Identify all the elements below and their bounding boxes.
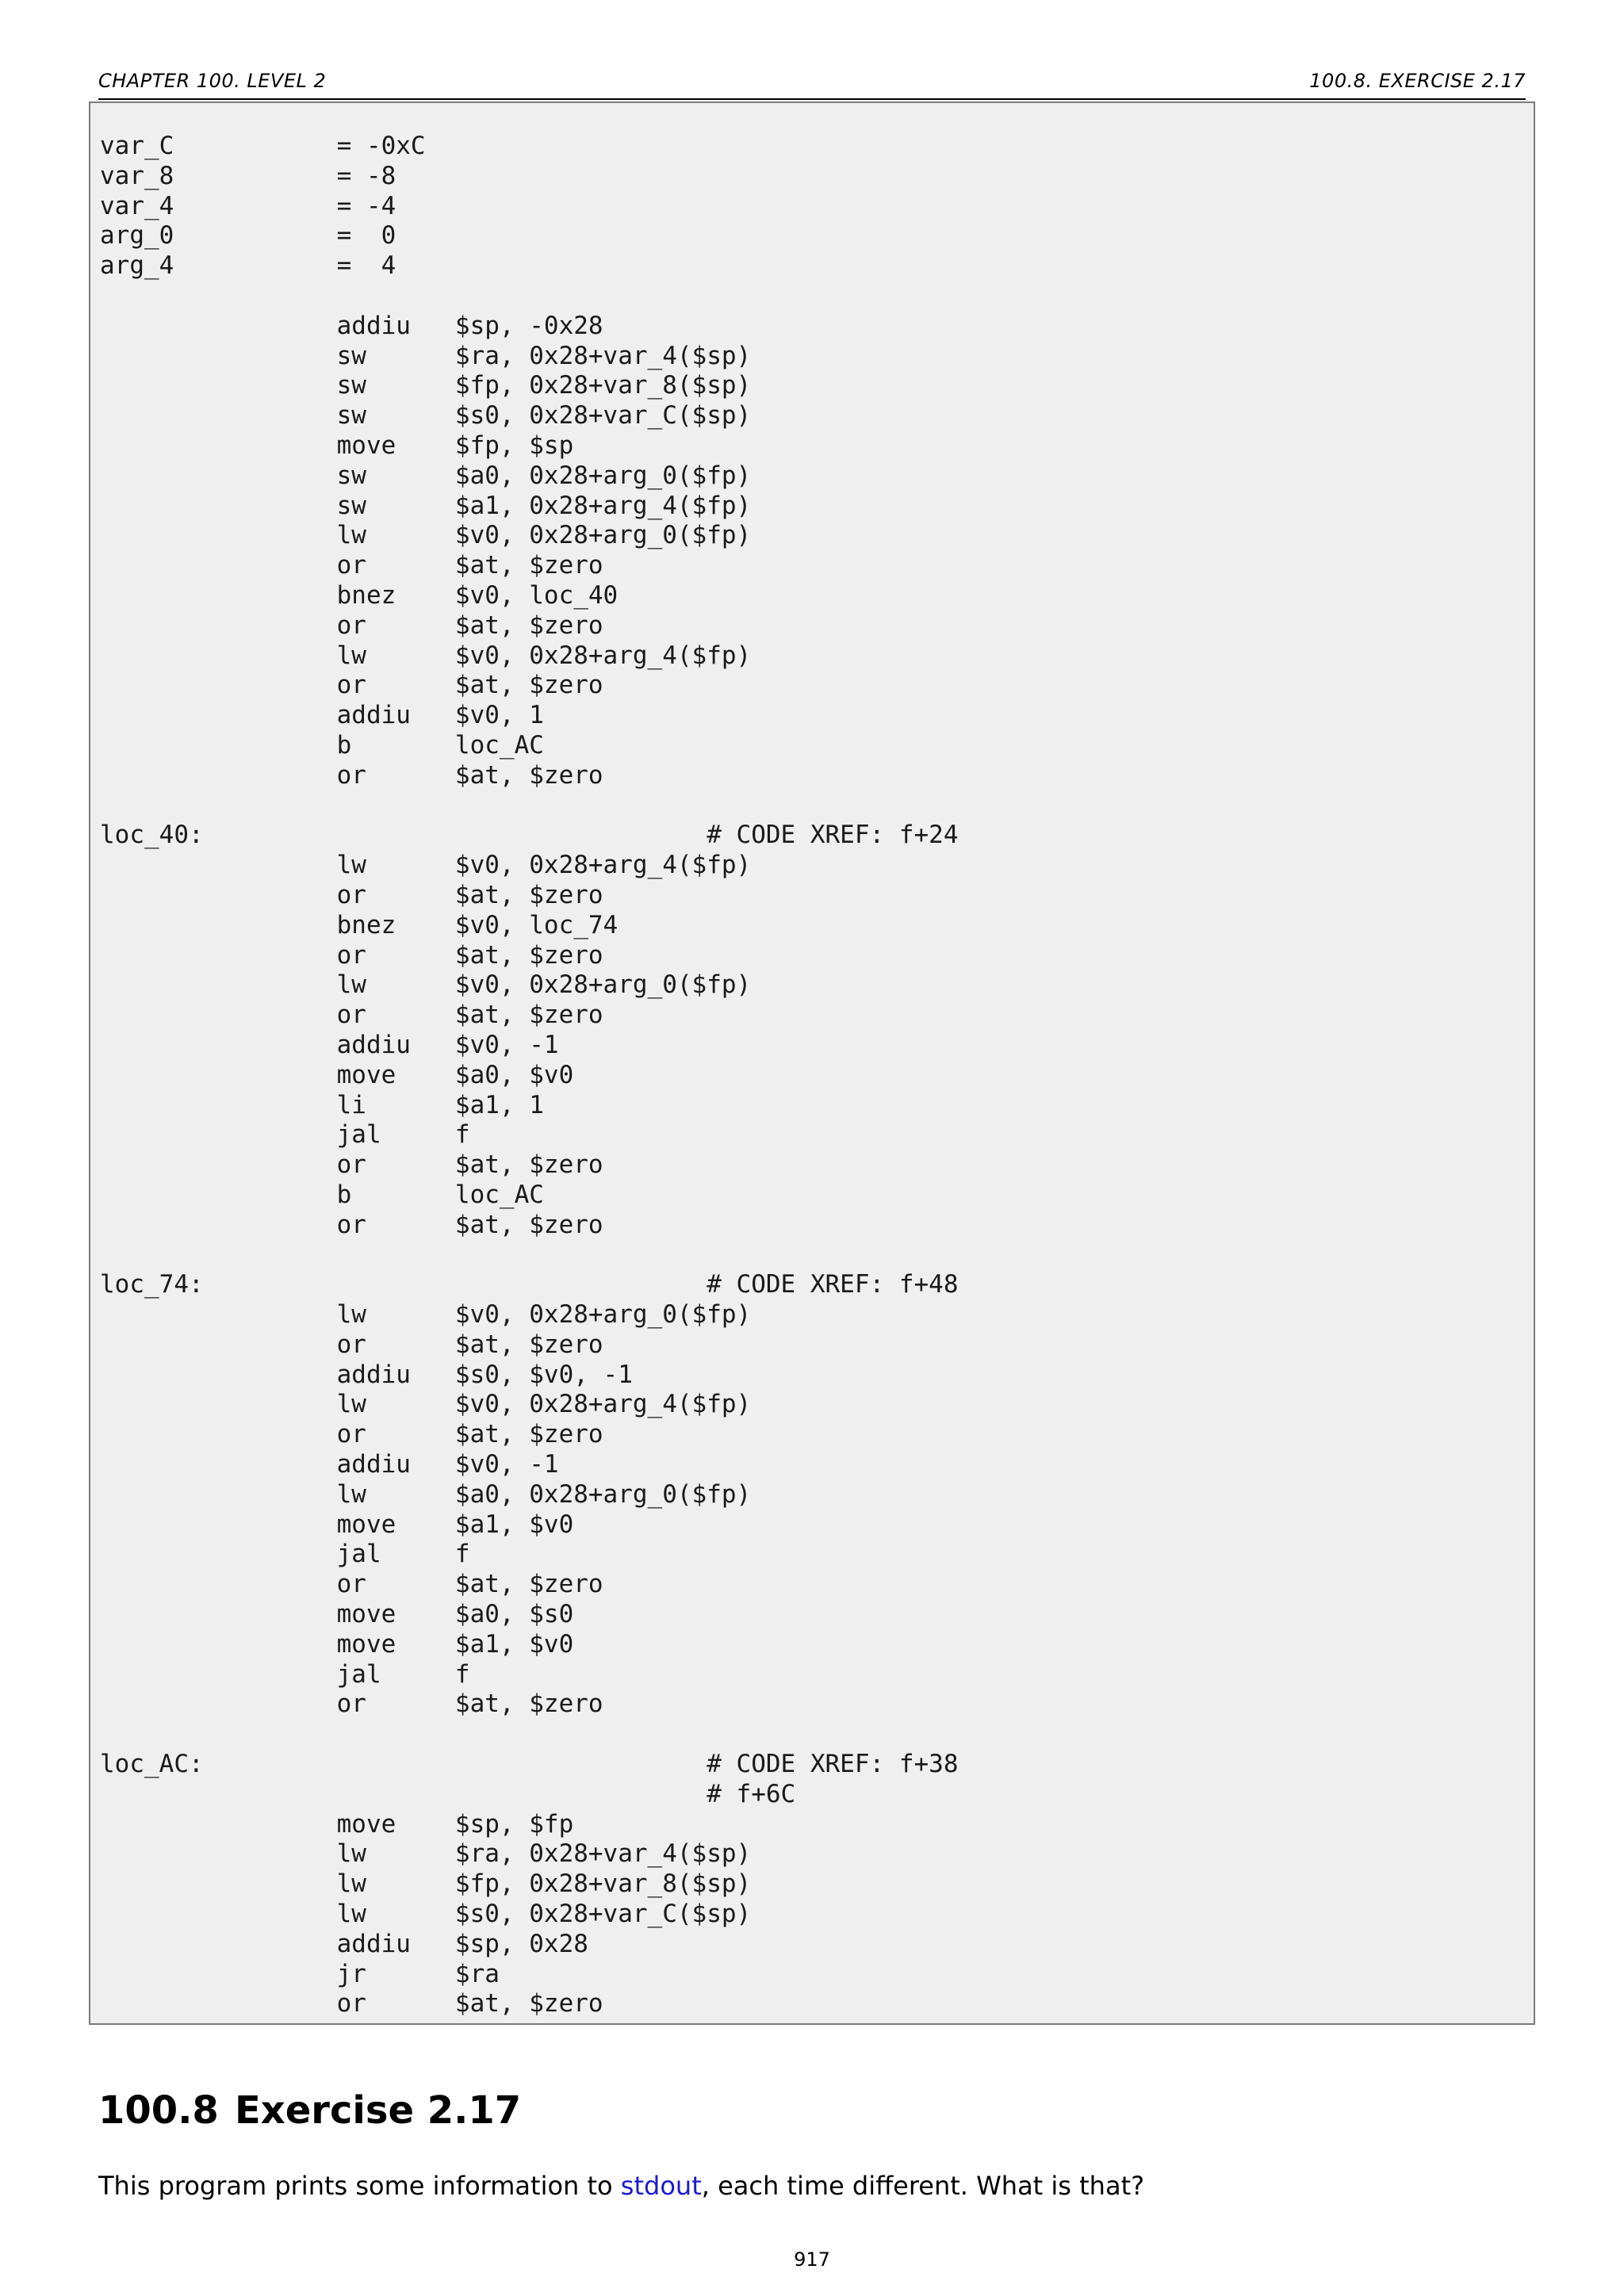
code-line: lw $v0, 0x28+arg_0($fp) <box>100 970 752 1000</box>
code-line: bnez $v0, loc_40 <box>100 580 619 610</box>
code-line: move $sp, $fp <box>100 1809 574 1839</box>
stdout-link[interactable]: stdout <box>620 2171 702 2201</box>
code-line: jr $ra <box>100 1959 500 1988</box>
code-line: sw $s0, 0x28+var_C($sp) <box>100 401 752 430</box>
code-line: sw $a0, 0x28+arg_0($fp) <box>100 461 752 490</box>
code-line: b loc_AC <box>100 1180 544 1209</box>
code-line: sw $ra, 0x28+var_4($sp) <box>100 341 752 370</box>
code-line: loc_74: # CODE XREF: f+48 <box>100 1270 959 1299</box>
code-line: or $at, $zero <box>100 1989 603 2019</box>
code-line: move $a0, $s0 <box>100 1600 574 1629</box>
code-line: lw $v0, 0x28+arg_0($fp) <box>100 521 752 550</box>
section-heading-title: Exercise 2.17 <box>235 2088 522 2133</box>
code-line: lw $v0, 0x28+arg_4($fp) <box>100 641 752 670</box>
code-lines <box>100 132 1534 2019</box>
code-line: addiu $v0, 1 <box>100 701 544 730</box>
code-line: or $at, $zero <box>100 1330 603 1359</box>
code-line: b loc_AC <box>100 730 544 760</box>
code-line: or $at, $zero <box>100 671 603 700</box>
code-line: sw $fp, 0x28+var_8($sp) <box>100 371 752 400</box>
code-line: lw $fp, 0x28+var_8($sp) <box>100 1869 752 1899</box>
chapter-title: CHAPTER 100. LEVEL 2 <box>98 70 327 92</box>
code-line: lw $ra, 0x28+var_4($sp) <box>100 1839 752 1869</box>
code-line <box>100 791 1534 821</box>
code-line: or $at, $zero <box>100 610 603 640</box>
code-line: or $at, $zero <box>100 551 603 580</box>
code-line: move $a0, $v0 <box>100 1060 574 1089</box>
code-line: addiu $sp, 0x28 <box>100 1929 588 1958</box>
code-line: lw $s0, 0x28+var_C($sp) <box>100 1900 752 1929</box>
code-line: var_C = -0xC <box>100 132 426 160</box>
code-line <box>100 281 1534 312</box>
code-line: lw $v0, 0x28+arg_4($fp) <box>100 1390 752 1419</box>
paragraph-text-start: This program prints some information to <box>98 2171 621 2201</box>
page-number: 917 <box>794 2248 830 2271</box>
code-line: or $at, $zero <box>100 1210 603 1239</box>
code-line: var_4 = -4 <box>100 191 396 220</box>
code-line: addiu $s0, $v0, -1 <box>100 1360 633 1389</box>
code-line: move $a1, $v0 <box>100 1510 574 1539</box>
code-line: lw $v0, 0x28+arg_4($fp) <box>100 851 752 880</box>
code-line: move $a1, $v0 <box>100 1629 574 1659</box>
section-heading <box>98 2088 521 2133</box>
code-line: or $at, $zero <box>100 940 603 970</box>
code-line: var_8 = -8 <box>100 161 396 190</box>
code-line: addiu $v0, -1 <box>100 1030 559 1059</box>
code-line: or $at, $zero <box>100 1150 603 1180</box>
code-line: or $at, $zero <box>100 1001 603 1030</box>
code-line: or $at, $zero <box>100 1689 603 1719</box>
section-title: 100.8. EXERCISE 2.17 <box>1309 70 1526 92</box>
exercise-description <box>98 2171 1144 2201</box>
code-line: lw $a0, 0x28+arg_0($fp) <box>100 1479 752 1509</box>
code-line: addiu $v0, -1 <box>100 1450 559 1479</box>
code-line: # f+6C <box>100 1779 796 1808</box>
code-line: or $at, $zero <box>100 1570 603 1599</box>
paragraph-text-end: , each time different. What is that? <box>701 2171 1145 2201</box>
code-line: li $a1, 1 <box>100 1090 544 1119</box>
code-line: bnez $v0, loc_74 <box>100 910 619 939</box>
code-line: lw $v0, 0x28+arg_0($fp) <box>100 1300 752 1330</box>
code-line <box>100 1240 1534 1270</box>
running-header <box>98 67 1526 100</box>
code-line: arg_4 = 4 <box>100 251 396 281</box>
code-listing <box>89 101 1535 2025</box>
code-line: sw $a1, 0x28+arg_4($fp) <box>100 491 752 520</box>
code-line: or $at, $zero <box>100 760 603 790</box>
section-number: 100.8 <box>98 2088 219 2133</box>
code-line: loc_AC: # CODE XREF: f+38 <box>100 1750 959 1779</box>
code-line: addiu $sp, -0x28 <box>100 311 603 340</box>
code-line: loc_40: # CODE XREF: f+24 <box>100 821 959 850</box>
code-line: or $at, $zero <box>100 880 603 909</box>
code-line: arg_0 = 0 <box>100 221 396 251</box>
code-line: jal f <box>100 1540 470 1569</box>
code-line: jal f <box>100 1120 470 1150</box>
code-line: jal f <box>100 1659 470 1689</box>
code-line: or $at, $zero <box>100 1420 603 1449</box>
code-line: move $fp, $sp <box>100 430 574 460</box>
code-line <box>100 1720 1534 1750</box>
